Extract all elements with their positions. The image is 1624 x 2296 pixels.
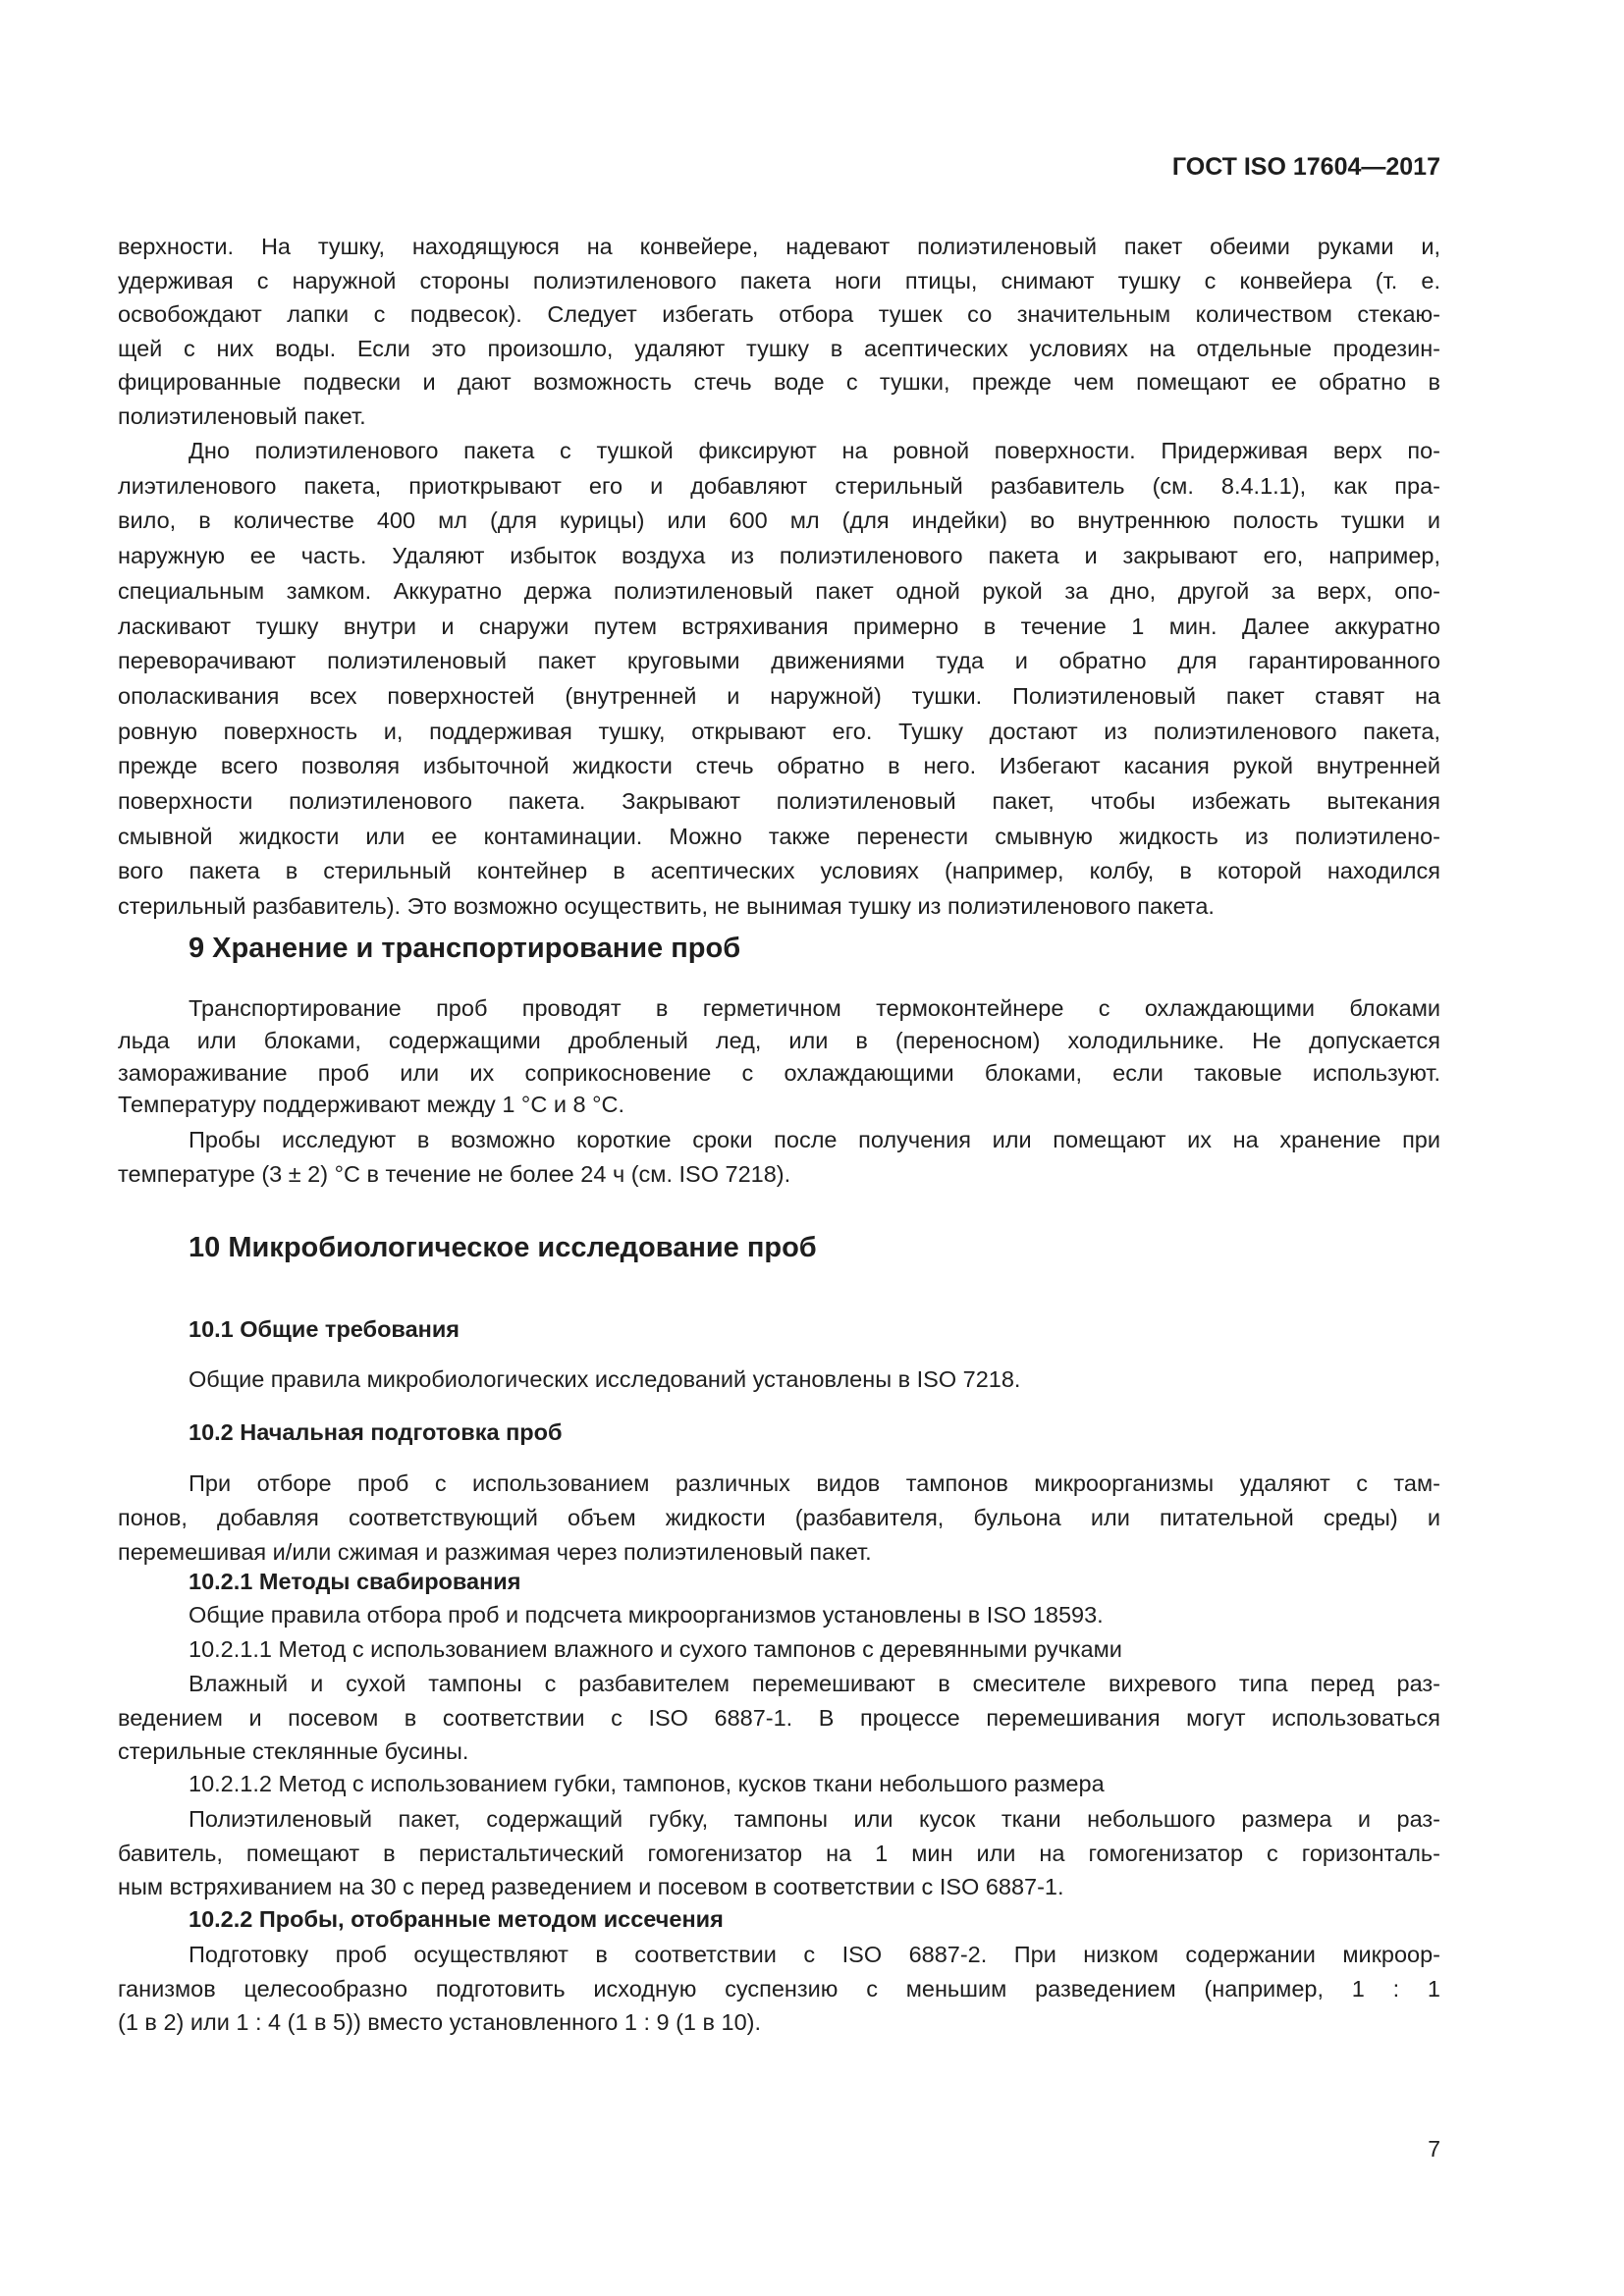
- paragraph-line: Полиэтиленовый пакет, содержащий губку, тампоны или кусок ткани небольшого размера и раз-: [189, 1806, 1440, 1832]
- paragraph-line: бавитель, помещают в перистальтический гомогенизатор на 1 мин или на гомогенизатор с горизонталь-: [118, 1840, 1440, 1866]
- paragraph-line: специальным замком. Аккуратно держа полиэтиленовый пакет одной рукой за дно, другой за верх, опо-: [118, 577, 1440, 604]
- paragraph-line: 10.2.1.2 Метод с использованием губки, тампонов, кусков ткани небольшого размера: [189, 1771, 1105, 1796]
- paragraph-line: лиэтиленового пакета, приоткрывают его и добавляют стерильный разбавитель (см. 8.4.1.1), как пра-: [118, 472, 1440, 499]
- paragraph-line: ным встряхиванием на 30 с перед разведением и посевом в соответствии с ISO 6887-1.: [118, 1874, 1064, 1899]
- section-heading: 9 Хранение и транспортирование проб: [189, 933, 741, 964]
- paragraph-line: переворачивают полиэтиленовый пакет круговыми движениями туда и обратно для гарантированного: [118, 648, 1440, 674]
- paragraph-line: ровную поверхность и, поддерживая тушку, открывают его. Тушку достают из полиэтиленового пакета,: [118, 718, 1440, 744]
- paragraph-line: стерильный разбавитель). Это возможно осуществить, не вынимая тушку из полиэтиленового пакета.: [118, 893, 1215, 920]
- paragraph-line: полиэтиленовый пакет.: [118, 403, 366, 429]
- paragraph-line: Общие правила отбора проб и подсчета микроорганизмов установлены в ISO 18593.: [189, 1602, 1104, 1628]
- paragraph-line: смывной жидкости или ее контаминации. Можно также перенести смывную жидкость из полиэтилено-: [118, 823, 1440, 849]
- paragraph-line: вило, в количестве 400 мл (для курицы) или 600 мл (для индейки) во внутреннюю полость тушки и: [118, 507, 1440, 534]
- subsection-heading: 10.2.1 Методы свабирования: [189, 1569, 521, 1594]
- paragraph-line: льда или блоками, содержащими дробленый лед, или в (переносном) холодильнике. Не допускается: [118, 1027, 1440, 1053]
- paragraph-line: Влажный и сухой тампоны с разбавителем перемешивают в смесителе вихревого типа перед раз-: [189, 1671, 1440, 1696]
- paragraph-line: стерильные стеклянные бусины.: [118, 1738, 469, 1764]
- paragraph-line: прежде всего позволяя избыточной жидкости стечь обратно в него. Избегают касания рукой внутренней: [118, 753, 1440, 779]
- paragraph-line: ополаскивания всех поверхностей (внутренней и наружной) тушки. Полиэтиленовый пакет ставят на: [118, 682, 1440, 709]
- subsection-heading: 10.2.2 Пробы, отобранные методом иссечения: [189, 1906, 724, 1932]
- paragraph-line: (1 в 2) или 1 : 4 (1 в 5)) вместо установленного 1 : 9 (1 в 10).: [118, 2009, 762, 2036]
- paragraph-line: освобождают лапки с подвесок). Следует избегать отбора тушек со значительным количеством стекаю-: [118, 301, 1440, 328]
- document-code-header: ГОСТ ISO 17604—2017: [1171, 153, 1440, 181]
- subsection-heading: 10.2 Начальная подготовка проб: [189, 1419, 563, 1445]
- paragraph-line: фицированные подвески и дают возможность стечь воде с тушки, прежде чем помещают ее обратно в: [118, 369, 1440, 396]
- paragraph-line: При отборе проб с использованием различных видов тампонов микроорганизмы удаляют с там-: [189, 1470, 1440, 1496]
- paragraph-line: перемешивая и/или сжимая и разжимая через полиэтиленовый пакет.: [118, 1539, 872, 1565]
- paragraph-line: верхности. На тушку, находящуюся на конвейере, надевают полиэтиленовый пакет обеими руками и,: [118, 234, 1440, 259]
- paragraph-line: Подготовку проб осуществляют в соответствии с ISO 6887-2. При низком содержании микроор-: [189, 1942, 1440, 1967]
- paragraph-line: ганизмов целесообразно подготовить исходную суспензию с меньшим разведением (например, 1 : 1: [118, 1975, 1440, 2002]
- section-heading: 10 Микробиологическое исследование проб: [189, 1232, 817, 1263]
- paragraph-line: щей с них воды. Если это произошло, удаляют тушку в асептических условиях на отдельные продезин-: [118, 335, 1440, 361]
- paragraph-line: наружную ее часть. Удаляют избыток воздуха из полиэтиленового пакета и закрывают его, например,: [118, 543, 1440, 569]
- paragraph-line: температуре (3 ± 2) °С в течение не более 24 ч (см. ISO 7218).: [118, 1161, 791, 1187]
- subsection-heading: 10.1 Общие требования: [189, 1316, 460, 1342]
- paragraph-line: Температуру поддерживают между 1 °С и 8 °С.: [118, 1092, 624, 1118]
- paragraph-line: 10.2.1.1 Метод с использованием влажного и сухого тампонов с деревянными ручками: [189, 1636, 1122, 1662]
- page-number: 7: [1428, 2136, 1440, 2162]
- paragraph-line: ласкивают тушку внутри и снаружи путем встряхивания примерно в течение 1 мин. Далее аккуратно: [118, 613, 1440, 639]
- paragraph-line: удерживая с наружной стороны полиэтиленового пакета ноги птицы, снимают тушку с конвейера (т. е.: [118, 267, 1440, 294]
- paragraph-line: ведением и посевом в соответствии с ISO 6887-1. В процессе перемешивания могут использоваться: [118, 1704, 1440, 1731]
- paragraph-line: Общие правила микробиологических исследований установлены в ISO 7218.: [189, 1366, 1021, 1392]
- paragraph-line: вого пакета в стерильный контейнер в асептических условиях (например, колбу, в которой находился: [118, 858, 1440, 884]
- paragraph-line: Пробы исследуют в возможно короткие сроки после получения или помещают их на хранение при: [189, 1127, 1440, 1152]
- paragraph-line: замораживание проб или их соприкосновение с охлаждающими блоками, если таковые используют.: [118, 1059, 1440, 1086]
- paragraph-line: Транспортирование проб проводят в герметичном термоконтейнере с охлаждающими блоками: [189, 995, 1440, 1021]
- paragraph-line: поверхности полиэтиленового пакета. Закрывают полиэтиленовый пакет, чтобы избежать вытекания: [118, 788, 1440, 814]
- paragraph-line: понов, добавляя соответствующий объем жидкости (разбавителя, бульона или питательной среды) и: [118, 1505, 1440, 1530]
- paragraph-line: Дно полиэтиленового пакета с тушкой фиксируют на ровной поверхности. Придерживая верх по-: [189, 438, 1440, 463]
